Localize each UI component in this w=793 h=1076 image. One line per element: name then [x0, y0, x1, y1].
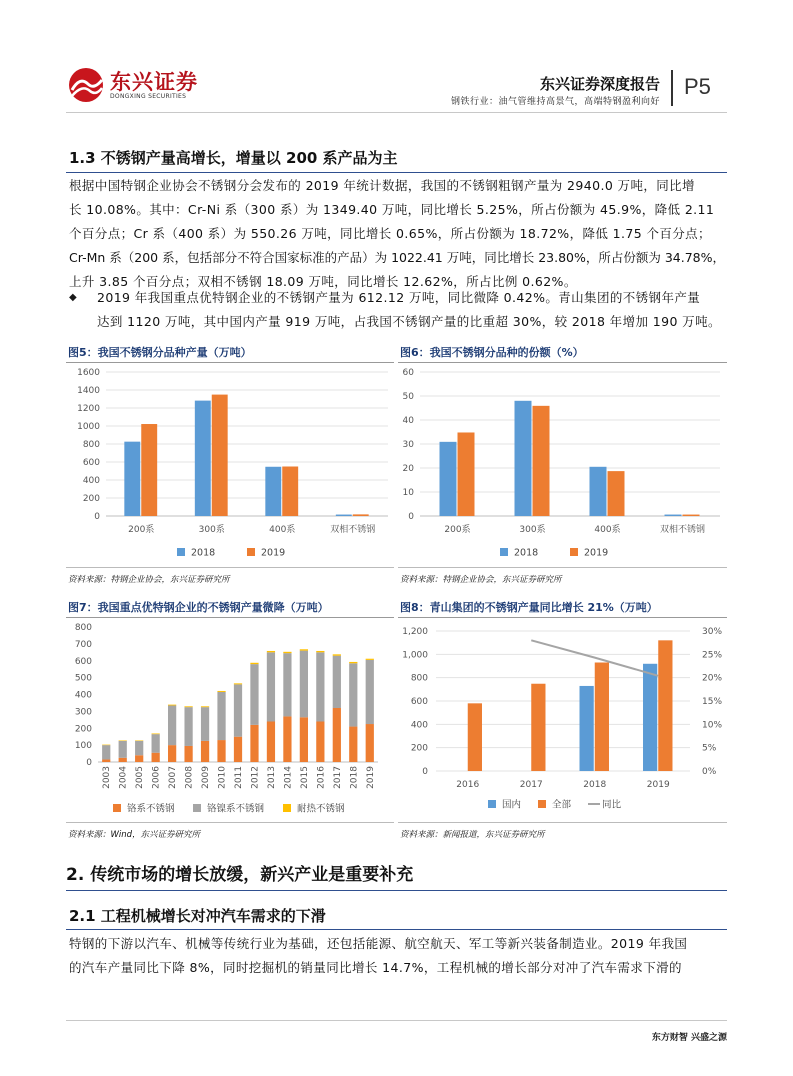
bar-segment: [135, 741, 143, 755]
x-tick-label: 400系: [269, 525, 296, 535]
y-tick-label: 300: [74, 707, 92, 718]
bar: [124, 442, 140, 516]
x-tick-label: 2015: [299, 766, 310, 789]
y2-tick-label: 10%: [702, 720, 723, 731]
legend-label: 耐热不锈钢: [297, 803, 345, 815]
y-tick-label: 100: [74, 741, 92, 752]
bar: [658, 640, 672, 771]
legend-label: 2019: [261, 547, 286, 559]
bar-segment: [217, 691, 225, 692]
legend-swatch: [570, 548, 578, 556]
legend-label: 2018: [514, 547, 539, 559]
y-tick-label: 200: [410, 743, 428, 754]
bar-segment: [102, 745, 110, 759]
bar-segment: [267, 652, 275, 721]
x-tick-label: 2011: [234, 766, 244, 789]
section-heading: 1.3 不锈钢产量高增长，增量以 200 系产品为主: [69, 149, 398, 167]
x-tick-label: 200系: [128, 525, 155, 535]
bar-segment: [366, 660, 374, 724]
bar: [595, 663, 609, 772]
bullet-line: 达到 1120 万吨，其中国内产量 919 万吨，占我国不锈钢产量的比重超 30%，较 2018 年增加 190 万吨。: [97, 314, 721, 329]
fig8-source: 资料来源：新闻报道，东兴证券研究所: [400, 830, 545, 840]
bar-segment: [300, 651, 308, 718]
bar-segment: [267, 722, 275, 763]
x-tick-label: 2005: [135, 766, 146, 789]
fig8-title: 图8：青山集团的不锈钢产量同比增长 21%（万吨）: [400, 601, 658, 614]
legend-swatch: [488, 800, 496, 808]
y-tick-label: 600: [74, 656, 92, 667]
bar-segment: [366, 724, 374, 762]
section-rule: [66, 172, 727, 173]
report-subtitle: 钢铁行业：油气管维持高景气，高端特钢盈利向好: [450, 97, 660, 107]
bar: [282, 467, 298, 517]
bar-segment: [201, 741, 209, 762]
y-tick-label: 0: [422, 767, 428, 777]
bar-segment: [168, 745, 176, 762]
bar-segment: [152, 733, 160, 734]
bar-segment: [234, 684, 242, 736]
y-tick-label: 0: [94, 512, 100, 522]
paragraph-line: 的汽车产量同比下降 8%，同时挖掘机的销量同比增长 14.7%，工程机械的增长部分对冲了汽车需求下滑的: [69, 960, 682, 975]
y-tick-label: 1600: [77, 368, 100, 378]
report-title: 东兴证券深度报告: [539, 75, 660, 93]
x-tick-label: 双相不锈钢: [330, 525, 376, 535]
bar-segment: [184, 707, 192, 746]
y-tick-label: 1000: [77, 422, 100, 432]
y-tick-label: 60: [402, 368, 414, 378]
fig8-chart: [398, 619, 728, 819]
fig5-bottom-rule: [66, 567, 394, 568]
x-tick-label: 2018: [349, 766, 360, 789]
y-tick-label: 400: [82, 476, 100, 486]
section-2-rule: [66, 890, 727, 891]
bar: [643, 664, 657, 771]
bar-segment: [316, 651, 324, 652]
fig6-bottom-rule: [398, 567, 727, 568]
bar-segment: [366, 659, 374, 660]
y2-tick-label: 0%: [702, 767, 717, 777]
bar-segment: [349, 663, 357, 726]
fig5-source: 资料来源：特钢企业协会，东兴证券研究所: [68, 575, 230, 585]
bar: [141, 424, 157, 516]
bar-segment: [201, 706, 209, 707]
paragraph-line: Cr-Mn 系（200 系，包括部分不符合国家标准的产品）为 1022.41 万吨，同比增长 23.80%，所占份额为 34.78%，: [69, 250, 726, 265]
bar-segment: [300, 649, 308, 650]
y-tick-label: 500: [74, 673, 92, 684]
y2-tick-label: 25%: [702, 650, 723, 661]
paragraph-2-1: [69, 932, 729, 980]
bar-segment: [184, 746, 192, 762]
paragraph-line: 长 10.08%。其中：Cr-Ni 系（300 系）为 1349.40 万吨，同比增长 5.25%，所占份额为 45.9%，降低 2.11: [69, 202, 715, 217]
header-divider: [671, 70, 673, 106]
x-tick-label: 2014: [283, 766, 294, 789]
bar-segment: [234, 683, 242, 684]
bar-segment: [250, 664, 258, 725]
y-tick-label: 600: [82, 458, 100, 468]
bar-segment: [168, 705, 176, 745]
bar-segment: [201, 707, 209, 741]
legend-swatch: [113, 804, 121, 812]
x-tick-label: 2010: [217, 766, 228, 789]
bar-segment: [102, 759, 110, 762]
legend-swatch: [538, 800, 546, 808]
legend-label: 全部: [552, 799, 572, 811]
legend-swatch: [193, 804, 201, 812]
y-tick-label: 20: [402, 464, 414, 474]
bar: [683, 515, 700, 516]
y2-tick-label: 15%: [702, 697, 723, 707]
logo: [66, 66, 226, 106]
legend-swatch: [177, 548, 185, 556]
footer-slogan: 东方财智 兴盛之源: [651, 1033, 727, 1043]
x-tick-label: 双相不锈钢: [659, 525, 706, 535]
bar-segment: [267, 651, 275, 652]
x-tick-label: 2013: [266, 766, 277, 789]
logo-mark-icon: [66, 66, 106, 104]
logo-brand-cn: 东兴证券: [110, 70, 198, 94]
x-tick-label: 2009: [201, 766, 212, 789]
bar-segment: [135, 755, 143, 762]
fig6-title: 图6：我国不锈钢分品种的份额（%）: [400, 346, 584, 359]
bar-segment: [316, 652, 324, 721]
y-tick-label: 1200: [77, 404, 100, 414]
y-tick-label: 800: [410, 673, 428, 684]
x-tick-label: 2016: [456, 780, 480, 790]
fig5-title-rule: [66, 362, 394, 363]
paragraph-line: 个百分点；Cr 系（400 系）为 550.26 万吨，同比增长 0.65%，所占份额为 18.72%，降低 1.75 个百分点；: [69, 226, 711, 241]
fig5-chart: [66, 364, 396, 564]
y-tick-label: 400: [74, 690, 92, 701]
fig7-title: 图7：我国重点优特钢企业的不锈钢产量微降（万吨）: [68, 601, 329, 614]
y-tick-label: 800: [82, 440, 100, 450]
bar: [336, 515, 352, 516]
fig7-title-rule: [66, 617, 394, 618]
y-tick-label: 1,000: [402, 650, 428, 661]
x-tick-label: 400系: [594, 525, 621, 535]
bar: [533, 406, 550, 516]
y-tick-label: 10: [402, 488, 414, 498]
fig6-source: 资料来源：特钢企业协会，东兴证券研究所: [400, 575, 562, 585]
y2-tick-label: 5%: [702, 743, 717, 754]
bar-segment: [152, 753, 160, 762]
x-tick-label: 2017: [519, 780, 543, 790]
page-number: P5: [684, 74, 711, 99]
y2-tick-label: 20%: [702, 673, 723, 684]
fig8-bottom-rule: [398, 822, 727, 823]
x-tick-label: 2006: [151, 766, 162, 789]
bar-segment: [283, 653, 291, 716]
section-2-heading: 2. 传统市场的增长放缓，新兴产业是重要补充: [66, 865, 414, 885]
bullet-line: 2019 年我国重点优特钢企业的不锈钢产量为 612.12 万吨，同比微降 0.42%。青山集团的不锈钢年产量: [97, 290, 701, 305]
fig5-title: 图5：我国不锈钢分品种产量（万吨）: [68, 346, 252, 359]
x-tick-label: 2019: [365, 766, 376, 789]
bar-segment: [333, 708, 341, 762]
x-tick-label: 300系: [198, 525, 225, 535]
y-tick-label: 50: [402, 392, 414, 402]
bar: [440, 442, 457, 516]
bar: [353, 514, 369, 516]
x-tick-label: 2012: [250, 766, 261, 789]
bar-segment: [217, 740, 225, 762]
bar-segment: [349, 727, 357, 762]
fig7-chart: [66, 619, 396, 819]
y-tick-label: 700: [74, 639, 92, 650]
bar: [590, 467, 607, 516]
legend-swatch: [500, 548, 508, 556]
y-tick-label: 0: [408, 512, 414, 522]
fig8-title-rule: [398, 617, 727, 618]
bar: [580, 686, 594, 771]
bar-segment: [119, 740, 127, 741]
y-tick-label: 0: [86, 758, 92, 768]
y-tick-label: 400: [410, 720, 428, 731]
x-tick-label: 2007: [168, 766, 179, 789]
bar-segment: [152, 734, 160, 753]
legend-label: 同比: [602, 799, 622, 811]
paragraph: [69, 174, 729, 294]
x-tick-label: 2016: [316, 766, 327, 789]
section-2-1-rule: [66, 929, 727, 930]
legend-label: 铬系不锈钢: [127, 803, 175, 815]
x-tick-label: 2018: [583, 780, 607, 790]
y-tick-label: 800: [74, 623, 92, 633]
y-tick-label: 200: [74, 724, 92, 735]
y-tick-label: 1400: [77, 386, 100, 396]
legend-label: 2018: [191, 547, 216, 559]
bar: [458, 432, 475, 516]
y2-tick-label: 30%: [702, 627, 723, 637]
bar-segment: [119, 741, 127, 758]
bar-segment: [135, 740, 143, 741]
bar-segment: [217, 692, 225, 740]
fig6-chart: [398, 364, 728, 564]
bullet-paragraph: [97, 286, 727, 334]
bar-segment: [250, 725, 258, 762]
legend-swatch: [283, 804, 291, 812]
paragraph-line: 根据中国特钢企业协会不锈钢分会发布的 2019 年统计数据，我国的不锈钢粗钢产量为 2940.0 万吨，同比增: [69, 178, 695, 193]
x-tick-label: 2019: [646, 780, 670, 790]
bar-segment: [168, 705, 176, 706]
paragraph-line: 上升 3.85 个百分点；双相不锈钢 18.09 万吨，同比增长 12.62%，所占比例 0.62%。: [69, 274, 577, 289]
bar-segment: [119, 758, 127, 762]
bar-segment: [333, 656, 341, 708]
bar-segment: [316, 722, 324, 763]
bar: [531, 684, 545, 771]
bar-segment: [283, 716, 291, 762]
bar: [265, 467, 281, 516]
bar-segment: [102, 745, 110, 746]
x-tick-label: 2008: [184, 766, 195, 789]
y-tick-label: 200: [82, 494, 100, 504]
paragraph-line: 特钢的下游以汽车、机械等传统行业为基础，还包括能源、航空航天、军工等新兴装备制造业。2019 年我国: [69, 936, 688, 951]
bar: [195, 401, 211, 516]
y-tick-label: 30: [402, 440, 414, 450]
legend-swatch: [247, 548, 255, 556]
x-tick-label: 2003: [102, 766, 113, 789]
logo-brand-en: DONGXING SECURITIES: [110, 93, 187, 100]
bar-segment: [234, 737, 242, 762]
bar-segment: [283, 652, 291, 653]
bar-segment: [250, 663, 258, 664]
fig6-title-rule: [398, 362, 727, 363]
bar-segment: [333, 654, 341, 655]
header-rule: [66, 112, 727, 113]
fig7-source: 资料来源：Wind，东兴证券研究所: [68, 830, 201, 840]
bullet-icon: ◆: [69, 292, 77, 303]
legend-label: 2019: [584, 547, 609, 559]
bar-segment: [300, 717, 308, 762]
x-tick-label: 2017: [332, 766, 343, 789]
section-2-1-heading: 2.1 工程机械增长对冲汽车需求的下滑: [69, 907, 326, 925]
fig7-bottom-rule: [66, 822, 394, 823]
y-tick-label: 40: [402, 416, 414, 426]
x-tick-label: 300系: [519, 525, 546, 535]
bar: [608, 471, 625, 516]
bar: [468, 703, 482, 771]
bar-segment: [184, 706, 192, 707]
x-tick-label: 2004: [118, 766, 129, 789]
legend-label: 国内: [502, 799, 522, 811]
bar: [212, 395, 228, 516]
footer-rule: [66, 1020, 727, 1021]
y-tick-label: 1,200: [402, 627, 428, 637]
x-tick-label: 200系: [444, 525, 471, 535]
bar: [515, 401, 532, 516]
y-tick-label: 600: [410, 697, 428, 707]
legend-label: 铬镍系不锈钢: [207, 803, 265, 815]
bar: [665, 515, 682, 516]
bar-segment: [349, 662, 357, 663]
